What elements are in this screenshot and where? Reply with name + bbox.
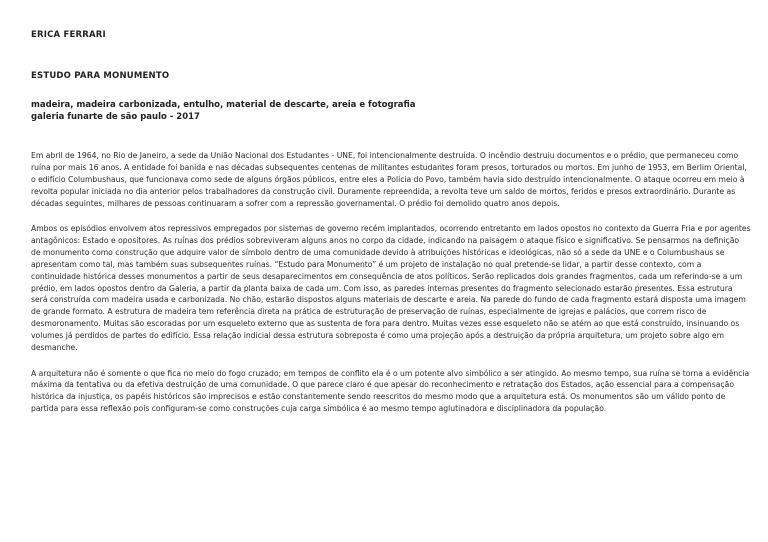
venue-line: galeria funarte de são paulo - 2017 — [31, 111, 200, 122]
paragraph-3: A arquitetura não é somente o que fica no meio do fogo cruzado; em tempos de conflito ela é o um potente alvo simbólico a ser atingido. Ao mesmo tempo, sua ruína se torna a evidência máxima da tentativa ou da efetiva destruição de uma comunidade. O que parece claro é que apesar do reconhecimento e retratação dos Estados, ação essencial para a compensação histórica da injustiça, os papéis históricos são imprecisos e estão constantemente sendo reescritos do mesmo modo que a arquitetura está. Os monumentos são um válido ponto de partida para essa reflexão pois configuram-se como construções cuja carga simbólica é ao mesmo tempo aglutinadora e disciplinadora da população. — [31, 368, 750, 414]
paragraph-1: Em abril de 1964, no Rio de Janeiro, a sede da União Nacional dos Estudantes - UNE, foi intencionalmente destruída. O incêndio destruiu documentos e o prédio, que permaneceu como ruína por mais 16 anos. A entidade foi banida e nas décadas subsequentes centenas de militantes estudantes foram presos, torturados ou mortos. Em junho de 1953, em Berlim Oriental, o edifício Columbushaus, que funcionava como sede de alguns órgãos públicos, entre eles a Polícia do Povo, também havia sido destruído intencionalmente. O ataque ocorreu em meio à revolta popular iniciada no dia anterior pelos trabalhadores da construção civil. Duramente repreendida, a revolta teve um saldo de mortos, feridos e presos extraordinário. Durante as décadas seguintes, milhares de pessoas continuaram a sofrer com a repressão governamental. O prédio foi demolido quatro anos depois. — [31, 151, 747, 208]
body-text — [31, 150, 751, 429]
artist-name: ERICA FERRARI — [31, 30, 106, 40]
materials-line: madeira, madeira carbonizada, entulho, material de descarte, areia e fotografia — [31, 100, 416, 110]
work-title: ESTUDO PARA MONUMENTO — [31, 71, 170, 81]
work-metadata — [31, 100, 416, 123]
paragraph-2: Ambos os episódios envolvem atos repressivos empregados por sistemas de governo recém implantados, ocorrendo entretanto em lados opostos no contexto da Guerra Fria e por agentes antagônicos: Estado e opositores. As ruínas dos prédios sobreviveram alguns anos no corpo da cidade, indicando na paisagem o ataque físico e significativo. Se pensarmos na definição de monumento como construção que adquire valor de símbolo dentro de uma comunidade devido à atribuições históricas e ideológicas, não só a sede da UNE e o Columbushaus se apresentam como tal, mas também suas subsequentes ruínas. “Estudo para Monumento” é um projeto de instalação no qual pretende-se lidar, a partir desse contexto, com a continuidade histórica desses monumentos a partir de seus desaparecimentos em consequência de atos políticos. Serão replicados dois grandes fragmentos, cada um referindo-se a um prédio, em lados opostos dentro da Galeria, a partir da planta baixa de cada um. Com isso, as paredes internas presentes do fragmento selecionado estarão presentes. Essa estrutura será construída com madeira usada e carbonizada. No chão, estarão dispostos alguns materiais de descarte e areia. Na parede do fundo de cada fragmento estará disposta uma imagem de grande formato. A estrutura de madeira tem referência direta na prática de estruturação de preservação de ruínas, especialmente de igrejas e palácios, que correm risco de desmoronamento. Muitas são escoradas por um esqueleto externo que as sustenta de fora para dentro. Muitas vezes esse esqueleto não se atém ao que está construído, insinuando os volumes já perdidos de partes do edifício. Essa relação indicial dessa estrutura sobreposta é como uma projeção após a destruição da própria arquitetura, um projeto sobre algo em desmanche. — [31, 224, 751, 353]
